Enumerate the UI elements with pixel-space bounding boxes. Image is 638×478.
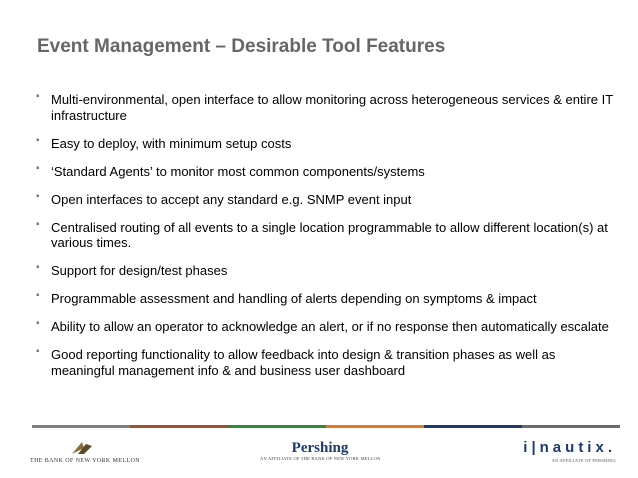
bullet-text: Support for design/test phases [51, 263, 228, 278]
inautix-tagline: AN AFFILIATE OF PERSHING [551, 458, 616, 463]
square-bullet-icon: ▪ [36, 262, 40, 273]
footer-color-bar [32, 425, 620, 428]
square-bullet-icon: ▪ [36, 162, 40, 174]
pershing-tagline: AN AFFILIATE OF THE BANK OF NEW YORK MELLON [260, 456, 381, 461]
inautix-name: i|nautix. [523, 439, 616, 456]
pershing-logo [260, 440, 380, 470]
bullet-item [36, 291, 616, 307]
bullet-text: Programmable assessment and handling of alerts depending on symptoms & impact [51, 291, 537, 306]
bullet-text: Ability to allow an operator to acknowledge an alert, or if no response then automatically escalate [51, 319, 609, 334]
footer-bar-segment [228, 425, 326, 428]
footer-bar-segment [424, 425, 522, 428]
bullet-item [36, 347, 616, 378]
bullet-item [36, 319, 616, 335]
bullet-item [36, 263, 616, 279]
slide-title: Event Management – Desirable Tool Features [37, 36, 446, 57]
bny-mellon-logo [30, 440, 140, 468]
inautix-logo [516, 440, 616, 470]
bullet-item [36, 164, 616, 180]
bullet-text: Easy to deploy, with minimum setup costs [51, 135, 292, 151]
bullet-item [36, 92, 616, 123]
bullet-text: ‘Standard Agents’ to monitor most common components/systems [51, 163, 425, 179]
bullet-item [36, 220, 616, 251]
bny-mellon-logo-icon [70, 440, 94, 456]
square-bullet-icon: ▪ [36, 290, 40, 301]
bullet-list [36, 92, 616, 391]
footer-bar-segment [130, 425, 228, 428]
footer-bar-segment [522, 425, 620, 428]
square-bullet-icon: ▪ [36, 318, 40, 329]
bullet-text: Centralised routing of all events to a single location programmable to allow different location(s) at various times. [51, 219, 608, 250]
square-bullet-icon: ▪ [36, 346, 40, 357]
bullet-text: Good reporting functionality to allow feedback into design & transition phases as well as meaningful management info & and business user dashboard [51, 347, 556, 378]
bullet-text: Open interfaces to accept any standard e.g. SNMP event input [51, 191, 412, 207]
square-bullet-icon: ▪ [36, 218, 40, 230]
square-bullet-icon: ▪ [36, 91, 40, 102]
bny-mellon-name: THE BANK OF NEW YORK MELLON [30, 458, 140, 464]
square-bullet-icon: ▪ [36, 134, 40, 146]
footer-bar-segment [326, 425, 424, 428]
footer-bar-segment [32, 425, 130, 428]
square-bullet-icon: ▪ [36, 190, 40, 202]
bullet-item [36, 136, 616, 152]
pershing-name: Pershing [291, 440, 349, 456]
bullet-item [36, 192, 616, 208]
bullet-text: Multi-environmental, open interface to allow monitoring across heterogeneous services & entire IT infrastructure [51, 92, 613, 123]
